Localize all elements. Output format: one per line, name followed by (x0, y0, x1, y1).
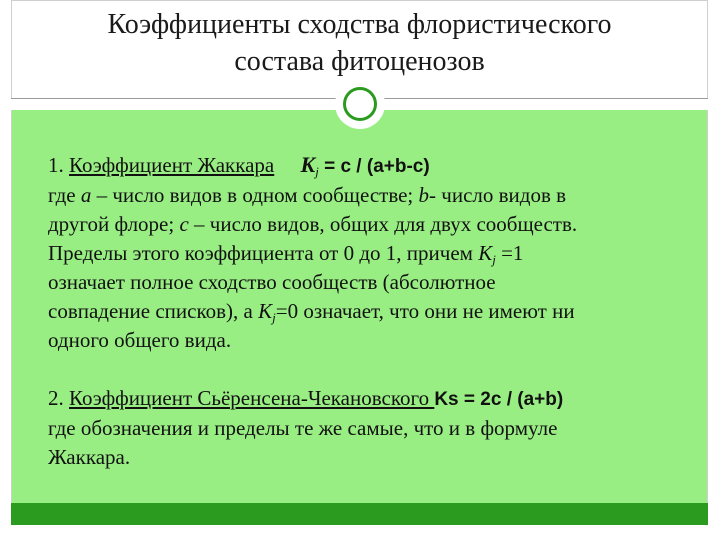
title-line-1: Коэффициенты сходства флористического (107, 9, 612, 40)
jaccard-formula: = c / (a+b-c) (318, 156, 430, 177)
var-k: K (478, 241, 493, 265)
sorensen-formula: = 2c / (a+b) (458, 389, 564, 410)
circle-ornament-icon (335, 79, 385, 129)
item1-line5: означает полное сходство сообществ (абсолютное (48, 270, 496, 294)
jaccard-name: Коэффициент Жаккара (69, 153, 275, 177)
text-span: – число видов в одном сообществе; (91, 183, 419, 207)
item2-line2: где обозначения и пределы те же самые, что и в формуле (48, 416, 558, 440)
item2-number: 2. (48, 386, 69, 410)
sorensen-formula-var: Ks (434, 389, 459, 410)
item2-line3: Жаккара. (48, 445, 131, 469)
text-span: другой флоре; (48, 212, 180, 236)
text-span: Пределы этого коэффициента от 0 до 1, причем (48, 241, 479, 265)
item1-line3 (48, 210, 688, 239)
text-span: =0 означает, что они не имеют ни (275, 299, 575, 323)
text-span: – число видов, общих для двух сообществ. (188, 212, 578, 236)
jaccard-formula-sub: j (315, 164, 319, 179)
text-span: - число видов в (429, 183, 567, 207)
text-span: где (48, 183, 81, 207)
var-a: a (80, 183, 92, 207)
item1-line2 (48, 181, 688, 210)
sorensen-name: Коэффициент Сьёренсена-Чекановского (69, 386, 435, 410)
slide-body (48, 150, 688, 472)
var-c: c (179, 212, 189, 236)
jaccard-formula-var: K (300, 152, 316, 177)
var-k: K (258, 299, 273, 323)
text-span: =1 (495, 241, 524, 265)
item1-number: 1. (48, 153, 69, 177)
item1-line6 (48, 297, 688, 326)
var-k-sub: j (272, 310, 276, 325)
text-span: совпадение списков), а (48, 299, 259, 323)
item1-line1 (48, 150, 688, 181)
title-line-2: состава фитоценозов (234, 46, 485, 77)
item1-line7: одного общего вида. (48, 328, 232, 352)
var-k-sub: j (492, 252, 496, 267)
item1-line4 (48, 239, 688, 268)
item2-line1 (48, 384, 688, 414)
footer-bar (11, 503, 708, 525)
var-b: b (418, 183, 430, 207)
spacer (48, 355, 688, 384)
slide-title (11, 6, 708, 80)
